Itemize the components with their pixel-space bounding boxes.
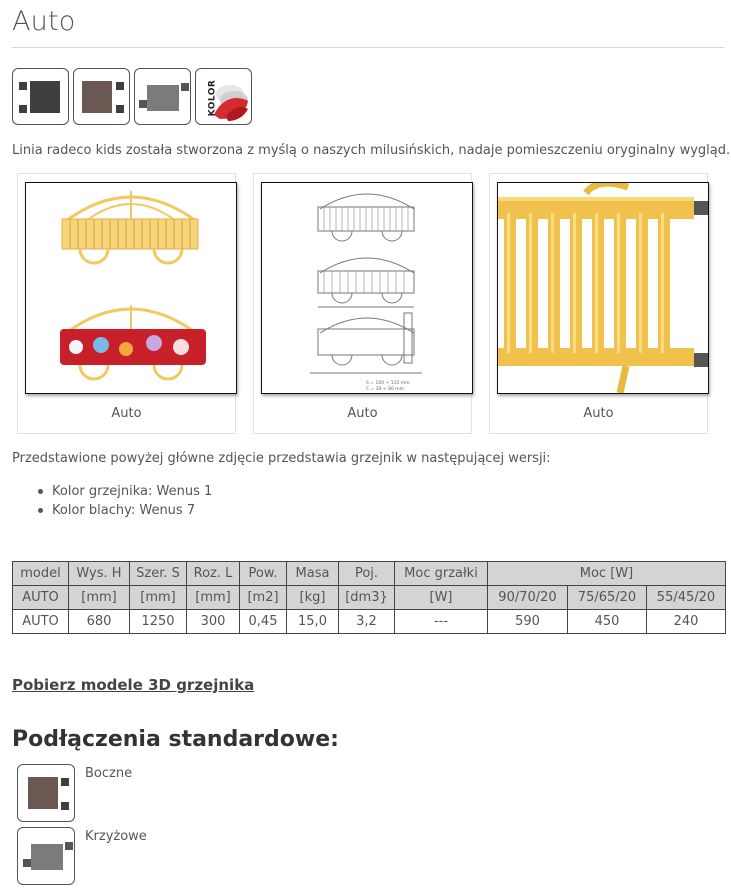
table-cell: 450 [568,610,647,634]
table-header-cell: Masa [287,562,339,586]
table-cell: 75/65/20 [568,586,647,610]
radiator-body-icon [82,81,112,113]
table-cell: [dm3} [339,586,395,610]
table-row [13,610,726,634]
variant-brown-button[interactable] [73,68,130,125]
table-header-cell: Szer. S [130,562,187,586]
table-cell: [W] [395,586,488,610]
port-icon [19,82,27,90]
port-icon [23,859,31,867]
port-icon [19,105,27,113]
port-icon [181,83,189,91]
download-3d-models-link[interactable]: Pobierz modele 3D grzejnika [12,676,255,694]
connection-label-side: Boczne [85,766,133,781]
product-description: Linia radeco kids została stworzona z myślą o naszych milusińskich, nadaje pomieszczeniu oryginalny wygląd. [12,143,731,158]
port-icon [116,82,124,90]
radiator-closeup-photo [498,183,708,393]
table-header-cell: Wys. H [69,562,130,586]
dimension-text: S = 100 ÷ 115 mm [366,381,410,386]
gallery-caption: Auto [583,406,614,421]
list-item: Kolor blachy: Wenus 7 [52,501,212,520]
table-units-row [13,586,726,610]
version-list [52,482,212,520]
port-icon [116,105,124,113]
table-cell: 240 [647,610,726,634]
table-header-cell: Poj. [339,562,395,586]
table-cell: 680 [69,610,130,634]
table-cell: [mm] [69,586,130,610]
title-divider [12,47,724,48]
port-icon [139,100,147,108]
list-item: Kolor grzejnika: Wenus 1 [52,484,213,499]
variant-selector [12,68,252,125]
connections-heading: Podłączenia standardowe: [12,727,339,752]
page-title: Auto [12,6,76,37]
port-icon [61,778,69,786]
table-cell: 0,45 [240,610,287,634]
gallery-card[interactable] [489,173,708,434]
table-header-cell: Pow. [240,562,287,586]
kolor-swatch-icon [196,69,252,125]
dimension-text: C = 30 ÷ 80 mm [366,387,405,392]
table-cell: AUTO [13,610,69,634]
radiator-body-icon [147,85,179,111]
table-cell: [kg] [287,586,339,610]
spec-table [12,561,726,634]
variant-kolor-button[interactable] [195,68,252,125]
table-cell: 300 [187,610,240,634]
table-header-row [13,562,726,586]
port-icon [61,802,69,810]
technical-drawing [262,183,472,393]
table-cell: [mm] [187,586,240,610]
version-intro: Przedstawione powyżej główne zdjęcie przedstawia grzejnik w następującej wersji: [12,451,551,466]
table-cell: 90/70/20 [488,586,568,610]
radiator-body-icon [31,844,63,870]
kolor-label: KOLOR [207,79,218,117]
table-cell: 1250 [130,610,187,634]
table-cell: 590 [488,610,568,634]
table-cell: --- [395,610,488,634]
gallery-image[interactable] [25,182,237,394]
gallery-image[interactable] [497,182,709,394]
radiator-body-icon [30,81,60,113]
radiator-body-icon [28,777,58,809]
table-cell: [mm] [130,586,187,610]
variant-grey-button[interactable] [134,68,191,125]
table-header-cell: Moc [W] [488,562,726,586]
gallery-caption: Auto [111,406,142,421]
connection-label-cross: Krzyżowe [85,829,147,844]
gallery-image[interactable] [261,182,473,394]
connection-option-side[interactable] [17,764,75,822]
table-cell: 55/45/20 [647,586,726,610]
car-radiator-illustration [26,183,236,393]
table-header-cell: Moc grzałki [395,562,488,586]
table-cell: 3,2 [339,610,395,634]
table-cell: AUTO [13,586,69,610]
table-header-cell: Roz. L [187,562,240,586]
table-cell: 15,0 [287,610,339,634]
table-header-cell: model [13,562,69,586]
gallery-card[interactable] [17,173,236,434]
port-icon [65,842,73,850]
gallery-card[interactable] [253,173,472,434]
connection-option-cross[interactable] [17,827,75,885]
image-gallery [17,173,708,434]
connection-cross-icon[interactable] [17,827,75,885]
variant-graphite-button[interactable] [12,68,69,125]
gallery-caption: Auto [347,406,378,421]
table-cell: [m2] [240,586,287,610]
connection-side-icon[interactable] [17,764,75,822]
